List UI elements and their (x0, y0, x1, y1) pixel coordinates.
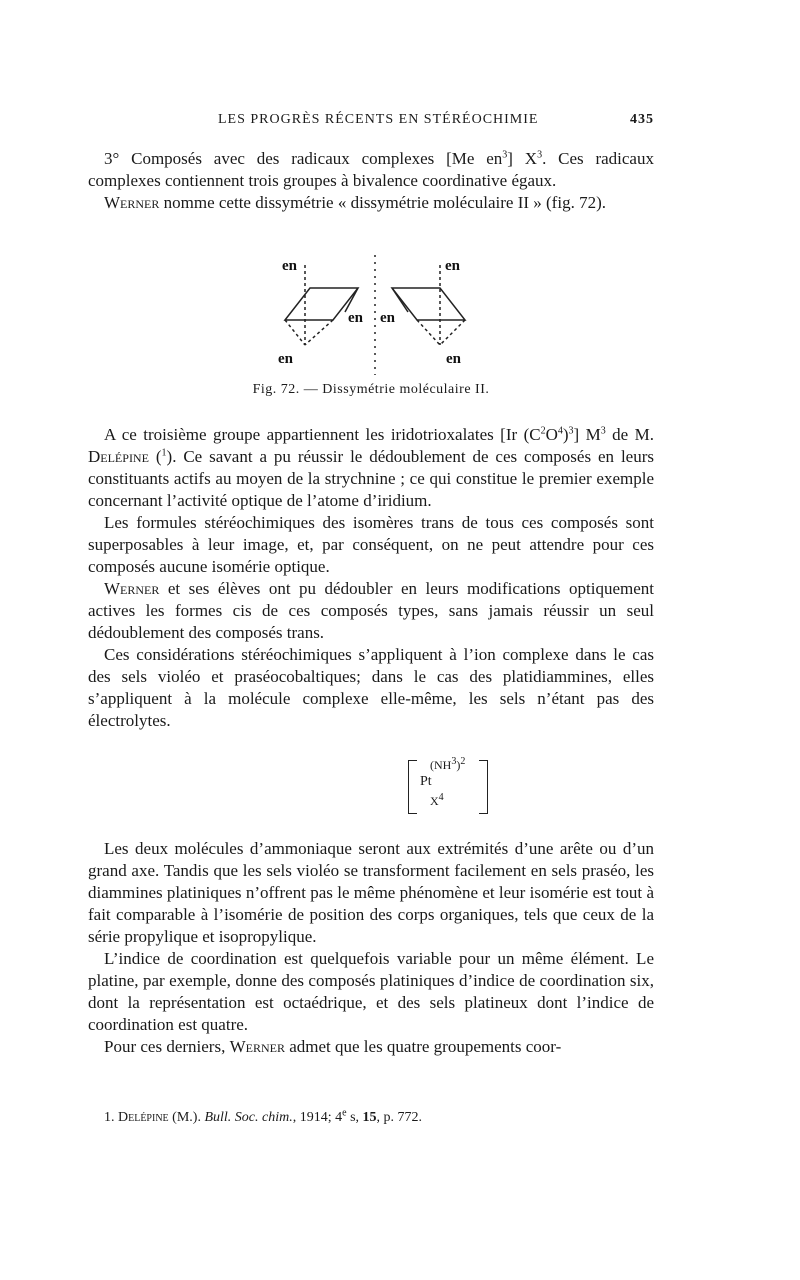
running-head-title: LES PROGRÈS RÉCENTS EN STÉRÉOCHIMIE (218, 112, 539, 127)
para1-text-c: . Ces radicaux complexes contiennent trois groupes à bivalence coordinative égaux. (88, 149, 654, 190)
paragraph-werner-eleves (88, 578, 654, 644)
author-name: Werner (104, 579, 160, 598)
bracket-left (408, 760, 417, 814)
footnote-text-b: , 1914; 4 (292, 1110, 343, 1125)
label-en-mid-left: en (348, 310, 363, 326)
footnote-text-a: (M.). (168, 1110, 205, 1125)
label-en-bottom-left: en (278, 351, 293, 367)
footnote-number: 1. (104, 1110, 118, 1125)
para1-sup2: 3 (537, 149, 543, 161)
paragraph-considerations: Ces considérations stéréochimiques s’appliquent à l’ion complexe dans le cas des sels violéo et praséocobaltiques; dans le cas des platidiammines, elles s’appliquent à la molécule complexe elle-même, les sels n’étant pas des électrolytes. (88, 645, 654, 730)
para3-text-a: A ce troisième groupe appartiennent les iridotrioxalates [Ir (C (104, 425, 541, 444)
footnote-volume: 15 (362, 1110, 377, 1125)
author-name: Delépine (88, 447, 149, 466)
para1-text-b: ] X (507, 149, 538, 168)
label-en-top-right: en (445, 258, 460, 274)
para5-text: et ses élèves ont pu dédoubler en leurs modifications optiquement actives les formes cis de ces composés types, sans jamais réussir un seul dédoublement des composés trans. (88, 579, 654, 642)
para3-text-b: O (545, 425, 558, 444)
author-name: Werner (104, 193, 160, 212)
formula-x: $X^4$ (430, 792, 444, 808)
para3-text-e: de M. (605, 425, 654, 444)
para2-text: nomme cette dissymétrie « dissymétrie moléculaire II » (fig. 72). (159, 193, 606, 212)
footnote-text-d: , p. 772. (376, 1110, 423, 1125)
footnote-journal: Bull. Soc. chim. (204, 1110, 293, 1125)
footnote-text-c: s, (346, 1110, 363, 1125)
para3-text-d: ] M (573, 425, 601, 444)
page-number: 435 (630, 112, 654, 127)
author-name: Werner (229, 1037, 285, 1056)
paragraph-werner-dissymetrie (88, 192, 654, 214)
label-en-mid-right: en (380, 310, 395, 326)
para1-text-a: 3° Composés avec des radicaux complexes [Me en (104, 149, 503, 168)
label-en-bottom-right: en (446, 351, 461, 367)
formula-ammonia: $(NH^3)^2$ (430, 756, 466, 772)
para1-sup1: 3 (502, 149, 508, 161)
body-text-bottom (88, 838, 654, 1058)
footnote-sup: e (342, 1107, 347, 1119)
para3-text-c: ) (562, 425, 569, 444)
body-text-top (88, 148, 654, 214)
paragraph-formules-trans: Les formules stéréochimiques des isomères trans de tous ces composés sont superposables à leur image, et, par conséquent, on ne peut attendre pour ces composés aucune isomérie optique. (88, 513, 654, 576)
para3-sup1: 2 (540, 425, 546, 437)
figure-72 (250, 250, 500, 380)
para9-text-b: admet que les quatre groupements coor- (284, 1037, 562, 1056)
paragraph-ammoniaque: Les deux molécules d’ammoniaque seront aux extrémités d’une arête ou d’un grand axe. Tandis que les sels violéo se transforment facilement en sels praséo, les diammines platiniques n’offrent pas le même phénomène et leur isomérie est tout à fait comparable à l’isomérie de position des corps organiques, tels que ceux de la série propylique et isopropylique. (88, 839, 654, 946)
paragraph-composes (88, 148, 654, 192)
paragraph-iridotrioxalates: A ce troisième groupe appartiennent les iridotrioxalates [Ir $(C^2O^4)^3$] $M^3$ de M. Delépine ($^1$). Ce savant a pu réussir le dédoublement de ces composés en leurs constituants actifs au moyen de la strychnine ; ce qui constitue le premier exemple concernant l’activité optique de l’atome d’iridium. (88, 425, 654, 510)
footnote-ref[interactable]: 1 (161, 447, 167, 459)
para3-text-f: . Ce savant a pu réussir le dédoublement de ces composés en leurs constituants actifs au moyen de la strychnine ; ce qui constitue le premier exemple concernant l’activité optique de l’atome d’iridium. (88, 447, 654, 510)
bracket-right (479, 760, 488, 814)
para3-sup2: 4 (557, 425, 563, 437)
paragraph-indice-coordination: L’indice de coordination est quelquefois variable pour un même élément. Le platine, par exemple, donne des composés platiniques d’indice de coordination six, dont la représentation est octaédrique, et des sels platineux dont l’indice de coordination est quatre. (88, 949, 654, 1034)
paragraph-derniers (88, 1036, 654, 1058)
para3-sup3: 3 (568, 425, 574, 437)
para3-sup4: 3 (600, 425, 606, 437)
footnote (104, 1107, 644, 1126)
dissymmetry-diagram (250, 250, 500, 380)
label-en-top-left: en (282, 258, 297, 274)
para9-text-a: Pour ces derniers, (104, 1037, 230, 1056)
figure-caption: Fig. 72. — Dissymétrie moléculaire II. (252, 382, 490, 397)
footnote-author: Delépine (118, 1110, 169, 1125)
platinum-formula (408, 752, 488, 820)
formula-platinum: Pt (420, 774, 432, 789)
body-text-middle (88, 424, 654, 732)
